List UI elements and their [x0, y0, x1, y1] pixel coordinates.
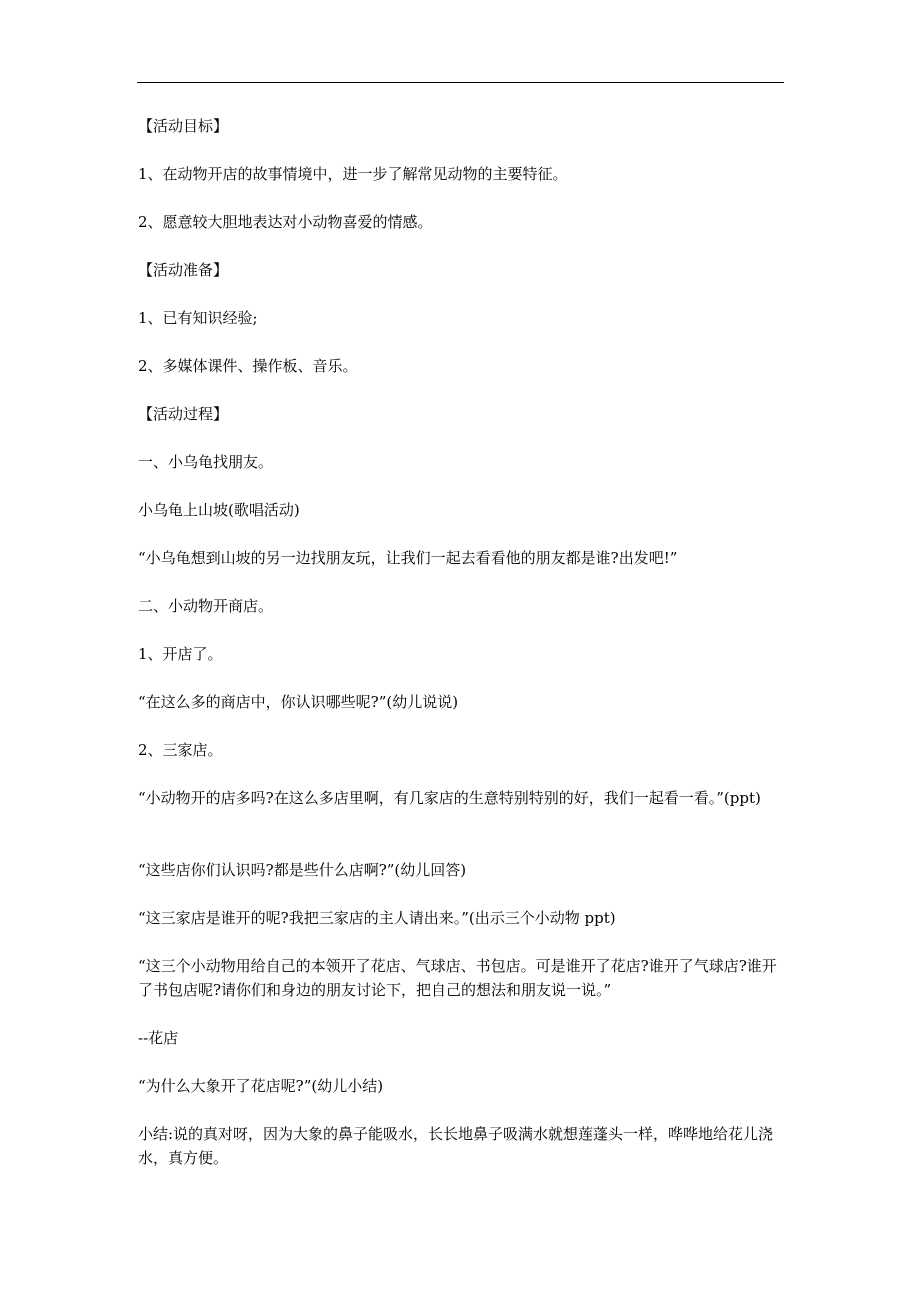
- process-part-1-heading: 一、小乌龟找朋友。: [138, 453, 274, 471]
- section-heading-preparation: 【活动准备】: [138, 261, 229, 279]
- process-paragraph: “这三家店是谁开的呢?我把三家店的主人请出来。”(出示三个小动物 ppt): [138, 909, 616, 927]
- preparation-item-1: 1、已有知识经验;: [138, 309, 258, 327]
- process-part-2-heading: 二、小动物开商店。: [138, 597, 274, 615]
- process-paragraph: 小结:说的真对呀，因为大象的鼻子能吸水，长长地鼻子吸满水就想莲蓬头一样，哗哗地给花儿浇水，真方便。: [138, 1125, 774, 1167]
- process-paragraph: “在这么多的商店中，你认识哪些呢?”(幼儿说说): [138, 693, 459, 711]
- section-heading-process: 【活动过程】: [138, 405, 229, 423]
- process-paragraph: 2、三家店。: [138, 741, 223, 759]
- process-paragraph: “小动物开的店多吗?在这么多店里啊，有几家店的生意特别特别的好，我们一起看一看。”(ppt): [138, 789, 761, 807]
- process-paragraph: 1、开店了。: [138, 645, 223, 663]
- process-paragraph: --花店: [138, 1029, 179, 1047]
- goal-item-2: 2、愿意较大胆地表达对小动物喜爱的情感。: [138, 213, 433, 231]
- process-paragraph: “这三个小动物用给自己的本领开了花店、气球店、书包店。可是谁开了花店?谁开了气球店?谁开了书包店呢?请你们和身边的朋友讨论下，把自己的想法和朋友说一说。”: [138, 957, 777, 999]
- process-paragraph: “为什么大象开了花店呢?”(幼儿小结): [138, 1077, 384, 1095]
- process-paragraph: “这些店你们认识吗?都是些什么店啊?”(幼儿回答): [138, 861, 467, 879]
- process-paragraph: “小乌龟想到山坡的另一边找朋友玩，让我们一起去看看他的朋友都是谁?出发吧!”: [138, 549, 678, 567]
- header-rule: [137, 82, 784, 83]
- preparation-item-2: 2、多媒体课件、操作板、音乐。: [138, 357, 358, 375]
- process-paragraph: 小乌龟上山坡(歌唱活动): [138, 501, 300, 519]
- goal-item-1: 1、在动物开店的故事情境中，进一步了解常见动物的主要特征。: [138, 165, 568, 183]
- section-heading-goals: 【活动目标】: [138, 117, 229, 135]
